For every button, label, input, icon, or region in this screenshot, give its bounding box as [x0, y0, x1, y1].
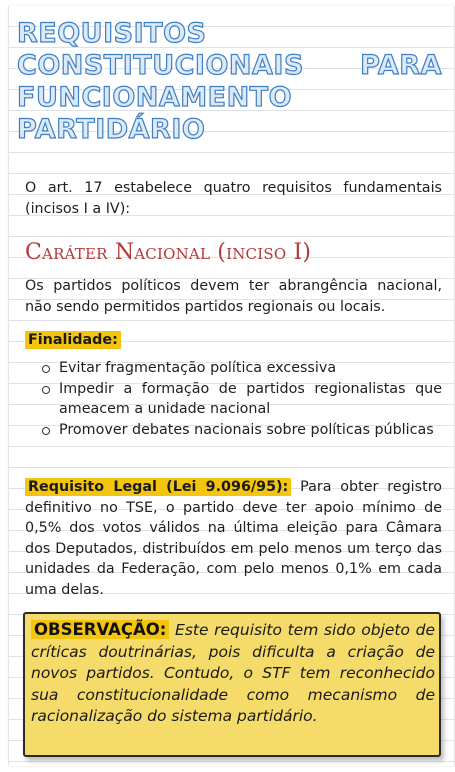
requisito-paragraph [25, 477, 442, 600]
observation-text: Este requisito tem sido objeto de críticas doutrinárias, pois dificulta a criação de novos partidos. Contudo, o STF tem reconhecido sua constitucionalidade como mecanismo de racionalização do sistema partidário. [31, 621, 435, 725]
requisito-text: Para obter registro definitivo no TSE, o partido deve ter apoio mínimo de 0,5% dos votos válidos na última eleição para Câmara dos Deputados, distribuídos em pelo menos um terço das unidades da Federação, com pelo menos 0,1% em cada uma delas. [25, 479, 443, 598]
requisito-label: Requisito Legal (Lei 9.096/95): [25, 478, 291, 496]
section-paragraph: Os partidos políticos devem ter abrangência nacional, não sendo permitidos partidos regionais ou locais. [25, 278, 442, 315]
observation-text-block [31, 619, 435, 728]
list-item: Promover debates nacionais sobre políticas públicas [25, 420, 442, 441]
intro-paragraph: O art. 17 estabelece quatro requisitos fundamentais (incisos I a IV): [25, 180, 442, 217]
finalidade-line [25, 330, 442, 351]
finalidade-list [25, 358, 442, 440]
list-item: Evitar fragmentação política excessiva [25, 358, 442, 379]
page-title: REQUISITOS CONSTITUCIONAIS PARA FUNCIONAMENTO PARTIDÁRIO [17, 18, 442, 145]
observation-box [23, 612, 441, 757]
section-heading: Caráter Nacional (inciso I) [25, 240, 312, 265]
observation-label: OBSERVAÇÃO: [31, 620, 169, 639]
finalidade-label: Finalidade: [25, 331, 121, 349]
list-item: Impedir a formação de partidos regionalistas que ameacem a unidade nacional [25, 379, 442, 420]
